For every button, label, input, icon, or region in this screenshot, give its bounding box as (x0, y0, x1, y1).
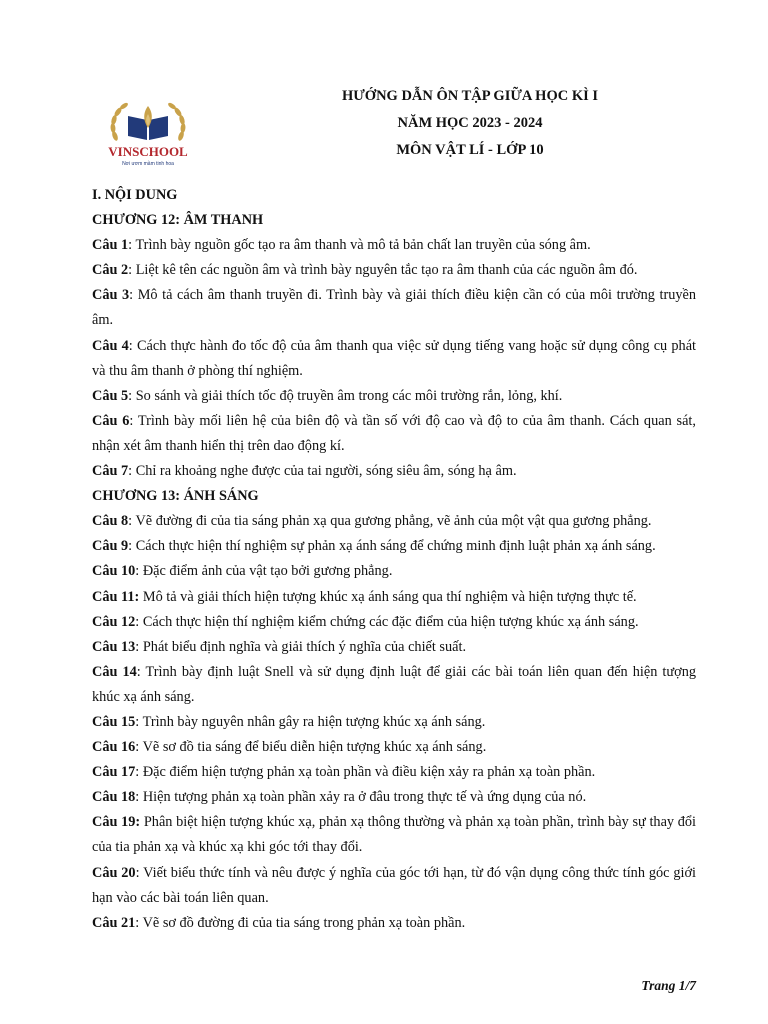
chapter-12-heading: CHƯƠNG 12: ÂM THANH (92, 212, 264, 229)
question-label: Câu 11: (92, 588, 140, 605)
question-item (92, 384, 696, 409)
question-separator: : (136, 663, 146, 680)
question-separator: : (128, 387, 136, 404)
question-separator: : (135, 789, 143, 806)
question-text: Trình bày nguồn gốc tạo ra âm thanh và mô tả bản chất lan truyền của sóng âm. (135, 237, 591, 254)
question-label: Câu 19: (92, 814, 141, 831)
question-item (92, 258, 696, 283)
question-label: Câu 6 (92, 412, 130, 429)
question-item (92, 810, 696, 860)
question-separator: : (135, 864, 144, 881)
question-label: Câu 7 (92, 463, 129, 480)
question-separator: : (128, 262, 136, 279)
section-title: I. NỘI DUNG (92, 187, 178, 203)
question-item (92, 735, 696, 760)
question-text: Đặc điểm ảnh của vật tạo bởi gương phẳng. (142, 563, 393, 580)
question-separator: : (135, 638, 143, 655)
question-text: Phân biệt hiện tượng khúc xạ, phản xạ thông thường và phản xạ toàn phần, trình bày sự thay đổi của tia phản xạ và khúc xạ khi góc tới thay đổi. (92, 814, 697, 856)
question-item (92, 559, 696, 584)
question-item (92, 409, 696, 459)
question-text: Mô tả và giải thích hiện tượng khúc xạ ánh sáng qua thí nghiệm và hiện tượng thực tế. (142, 588, 637, 605)
question-separator: : (128, 237, 136, 254)
question-item (92, 785, 696, 810)
question-text: Cách thực hiện thí nghiệm sự phản xạ ánh sáng để chứng minh định luật phản xạ ánh sáng. (135, 538, 656, 555)
doc-title-line2: NĂM HỌC 2023 - 2024 (397, 115, 543, 131)
chapter-12-questions (92, 233, 696, 484)
question-separator: : (128, 538, 136, 555)
question-item (92, 610, 696, 635)
question-text: Phát biểu định nghĩa và giải thích ý nghĩa của chiết suất. (142, 638, 467, 655)
question-item (92, 710, 696, 735)
question-text: Viết biểu thức tính và nêu được ý nghĩa của góc tới hạn, từ đó vận dụng công thức tính góc giới hạn vào các bài toán liên quan. (92, 864, 696, 906)
question-item (92, 233, 696, 258)
question-label: Câu 3 (92, 287, 130, 304)
question-separator: : (135, 613, 143, 630)
question-item (92, 585, 696, 610)
logo-brand-text: VINSCHOOL (108, 144, 188, 159)
question-text: Cách thực hiện thí nghiệm kiểm chứng các đặc điểm của hiện tượng khúc xạ ánh sáng. (142, 613, 639, 630)
question-separator: : (135, 764, 143, 781)
question-text: Trình bày mối liên hệ của biên độ và tần số với độ cao và độ to của âm thanh. Cách quan sát, nhận xét âm thanh hiển thị trên dao động kí. (92, 412, 696, 454)
question-text: Trình bày định luật Snell và sử dụng định luật để giải các bài toán liên quan đến hiện tượng khúc xạ ánh sáng. (92, 663, 696, 705)
question-label: Câu 8 (92, 513, 129, 530)
page-number: Trang 1/7 (641, 978, 696, 993)
question-label: Câu 14 (92, 663, 137, 680)
chapter-13-heading: CHƯƠNG 13: ÁNH SÁNG (92, 488, 259, 505)
question-item (92, 283, 696, 333)
question-label: Câu 10 (92, 563, 136, 580)
logo-tagline-text: Nơi ươm mầm tinh hoa (122, 161, 174, 167)
question-item (92, 635, 696, 660)
doc-title-line1: HƯỚNG DẪN ÔN TẬP GIỮA HỌC KÌ I (341, 88, 599, 104)
doc-title-line3: MÔN VẬT LÍ - LỚP 10 (396, 142, 544, 158)
question-item (92, 660, 696, 710)
question-label: Câu 17 (92, 764, 136, 781)
question-label: Câu 1 (92, 237, 129, 254)
question-text: Chỉ ra khoảng nghe được của tai người, sóng siêu âm, sóng hạ âm. (135, 463, 517, 480)
question-item (92, 534, 696, 559)
question-label: Câu 18 (92, 789, 136, 806)
question-separator: : (128, 463, 136, 480)
question-text: Vẽ sơ đồ tia sáng để biểu diễn hiện tượng khúc xạ ánh sáng. (142, 739, 487, 756)
question-label: Câu 15 (92, 713, 136, 730)
chapter-13-questions (92, 509, 696, 936)
question-label: Câu 16 (92, 739, 136, 756)
vinschool-emblem-icon (98, 98, 198, 168)
question-item (92, 861, 696, 911)
question-separator: : (129, 287, 138, 304)
question-text: Liệt kê tên các nguồn âm và trình bày nguyên tắc tạo ra âm thanh của các nguồn âm đó. (135, 262, 638, 279)
question-text: Cách thực hành đo tốc độ của âm thanh qua việc sử dụng tiếng vang hoặc sử dụng công cụ phát và thu âm thanh ở phòng thí nghiệm. (92, 337, 697, 379)
question-text: So sánh và giải thích tốc độ truyền âm trong các môi trường rắn, lỏng, khí. (135, 387, 563, 404)
question-text: Vẽ sơ đồ đường đi của tia sáng trong phản xạ toàn phần. (142, 914, 466, 931)
content-body (92, 183, 696, 936)
question-separator: : (129, 412, 138, 429)
question-label: Câu 13 (92, 638, 136, 655)
question-separator: : (135, 739, 143, 756)
question-label: Câu 12 (92, 613, 136, 630)
question-label: Câu 4 (92, 337, 129, 354)
question-label: Câu 2 (92, 262, 129, 279)
question-item (92, 911, 696, 936)
question-separator: : (128, 513, 136, 530)
question-item (92, 509, 696, 534)
question-label: Câu 9 (92, 538, 129, 555)
question-text: Mô tả cách âm thanh truyền đi. Trình bày và giải thích điều kiện cần có của môi trường truyền âm. (92, 287, 696, 329)
question-text: Hiện tượng phản xạ toàn phần xảy ra ở đâu trong thực tế và ứng dụng của nó. (142, 789, 587, 806)
question-text: Trình bày nguyên nhân gây ra hiện tượng khúc xạ ánh sáng. (142, 713, 486, 730)
question-label: Câu 21 (92, 914, 136, 931)
question-separator: : (135, 563, 143, 580)
question-text: Vẽ đường đi của tia sáng phản xạ qua gương phẳng, vẽ ảnh của một vật qua gương phẳng. (135, 513, 652, 530)
question-item (92, 334, 696, 384)
question-item (92, 459, 696, 484)
vinschool-logo (98, 98, 198, 168)
question-text: Đặc điểm hiện tượng phản xạ toàn phần và điều kiện xảy ra phản xạ toàn phần. (142, 764, 596, 781)
question-separator: : (128, 337, 137, 354)
question-label: Câu 5 (92, 387, 129, 404)
question-separator: : (135, 713, 143, 730)
question-separator: : (135, 914, 143, 931)
question-item (92, 760, 696, 785)
question-label: Câu 20 (92, 864, 136, 881)
